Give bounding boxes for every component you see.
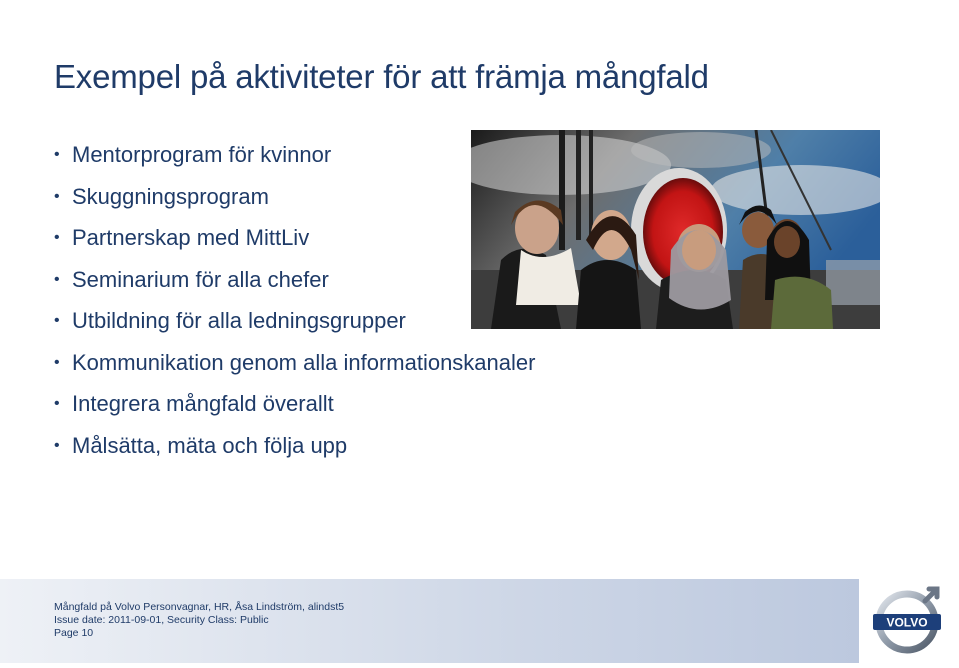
bullet-icon: • bbox=[54, 146, 60, 163]
bullet-icon: • bbox=[54, 270, 60, 288]
footer-line-title: Mångfald på Volvo Personvagnar, HR, Åsa Lindström, alindst5 bbox=[54, 601, 345, 613]
logo-container bbox=[859, 579, 959, 663]
list-item: • Integrera mångfald överallt bbox=[54, 391, 334, 416]
bullet-list bbox=[54, 141, 535, 473]
list-item: • Skuggningsprogram bbox=[54, 183, 269, 209]
list-item: • Seminarium för alla chefer bbox=[54, 266, 329, 292]
bullet-icon: • bbox=[54, 395, 60, 412]
list-item: • Kommunikation genom alla informationskanaler bbox=[54, 349, 536, 375]
volvo-logo-icon bbox=[859, 579, 959, 663]
list-item: • Mentorprogram för kvinnor bbox=[54, 142, 332, 167]
bullet-icon: • bbox=[54, 436, 60, 454]
list-item: • Målsätta, mäta och följa upp bbox=[54, 432, 348, 458]
bullet-icon: • bbox=[54, 187, 60, 205]
bullet-icon: • bbox=[54, 229, 60, 246]
footer-line-page: Page 10 bbox=[54, 627, 94, 639]
logo-text: VOLVO bbox=[886, 615, 928, 630]
footer-bar bbox=[0, 579, 959, 663]
list-item: • Utbildning för alla ledningsgrupper bbox=[54, 308, 406, 333]
bullet-icon: • bbox=[54, 312, 60, 329]
bullet-icon: • bbox=[54, 353, 60, 371]
slide-title: Exempel på aktiviteter för att främja mångfald bbox=[54, 58, 709, 95]
group-photo bbox=[471, 130, 880, 329]
list-item: • Partnerskap med MittLiv bbox=[54, 225, 310, 250]
photo-illustration bbox=[471, 130, 880, 329]
footer-line-issue: Issue date: 2011-09-01, Security Class: Public bbox=[54, 614, 269, 626]
footer-info bbox=[54, 601, 344, 640]
